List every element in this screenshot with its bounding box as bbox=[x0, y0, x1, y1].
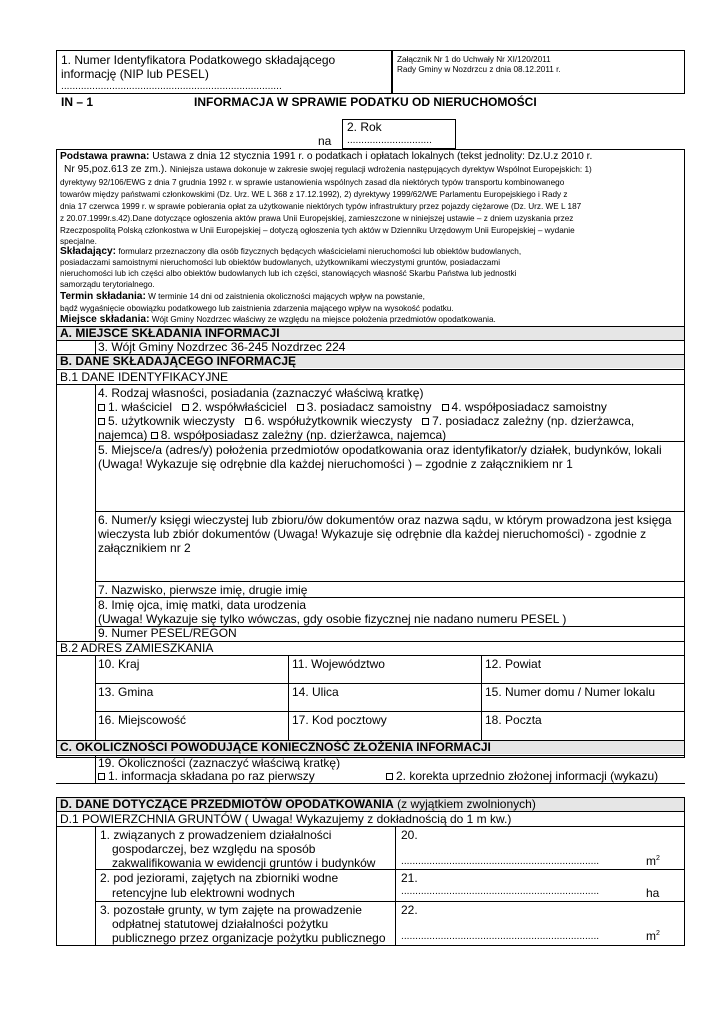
deadline-label: Termin składania: bbox=[60, 291, 146, 302]
checkbox-icon[interactable] bbox=[182, 404, 189, 411]
option-co-owner[interactable]: 2. współwłaściciel bbox=[182, 400, 287, 414]
legal-basis-label: Podstawa prawna: bbox=[60, 151, 150, 162]
filer-label: Składający: bbox=[60, 246, 117, 257]
d1-row2-line1: 2. pod jeziorami, zajętych na zbiorniki wodne bbox=[100, 871, 339, 885]
legal-basis-small-3: towarów między państwami członkowskimi (Dz. Urz. WE L 368 z 17.12.1992), 2) dyrektywy 1999/62/WE Parlamentu Europejskiego i Rady z bbox=[60, 190, 568, 199]
section-d-title: D. DANE DOTYCZĄCE PRZEDMIOTÓW OPODATKOWANIA (z wyjątkiem zwolnionych) bbox=[60, 797, 536, 811]
field-20-number: 20. bbox=[401, 828, 418, 842]
checkbox-icon[interactable] bbox=[98, 404, 105, 411]
field-11-voivodeship[interactable]: 11. Województwo bbox=[292, 657, 385, 671]
field-21-input[interactable]: ...................................................................... bbox=[401, 886, 600, 897]
field-6-line3: załącznikiem nr 2 bbox=[98, 541, 191, 555]
year-prefix: na bbox=[318, 134, 332, 148]
legal-basis-cont: Nr 95,poz.613 ze zm.). Niniejsza ustawa dokonuje w zakresie swojej regulacji wdrożenia następujących dyrektyw Wspólnot Europejskich: 1) bbox=[64, 164, 592, 175]
checkbox-icon[interactable] bbox=[151, 432, 158, 439]
option-co-dependent-holder[interactable]: 8. współposiadasz zależny (np. dzierżawca, najemca) bbox=[151, 428, 446, 442]
option-co-perpetual-user[interactable]: 6. współużytkownik wieczysty bbox=[245, 414, 412, 428]
checkbox-icon[interactable] bbox=[442, 404, 449, 411]
option-co-independent-holder[interactable]: 4. współposiadacz samoistny bbox=[442, 400, 607, 414]
d1-row1-line3: zakwalifikowania w ewidencji gruntów i budynków bbox=[112, 856, 376, 870]
legal-basis-small-4: dnia 17 czerwca 1999 r. w sprawie pobierania opłat za użytkowanie niektórych typów infrastruktury przez pojazdy ciężarowe (Dz. Urz. WE L 187 bbox=[60, 202, 582, 211]
field-20-unit: $m^2$ bbox=[646, 854, 660, 868]
field-22-input[interactable]: ...................................................................... bbox=[401, 931, 600, 942]
section-d-note: (z wyjątkiem zwolnionych) bbox=[397, 797, 536, 811]
option-independent-holder[interactable]: 3. posiadacz samoistny bbox=[297, 400, 432, 414]
place-label: Miejsce składania: bbox=[60, 314, 150, 325]
field-6-line1: 6. Numer/y księgi wieczystej lub zbioru/ów dokumentów oraz nazwa sądu, w którym prowadzona jest księga bbox=[98, 513, 672, 527]
field-15-house-number[interactable]: 15. Numer domu / Numer lokalu bbox=[485, 685, 656, 699]
legal-basis-small-1: Niniejsza ustawa dokonuje w zakresie swojej regulacji wdrożenia następujących dyrektyw Wspólnot Europejskich: 1) bbox=[169, 165, 592, 174]
section-b-title: B. DANE SKŁADAJĄCEGO INFORMACJĘ bbox=[60, 354, 297, 368]
field-9-label[interactable]: 9. Numer PESEL/REGON bbox=[98, 626, 237, 640]
option-first-submission[interactable]: 1. informacja składana po raz pierwszy bbox=[98, 769, 315, 783]
field-3-tax-office: 3. Wójt Gminy Nozdrzec 36-245 Nozdrzec 224 bbox=[98, 340, 346, 354]
field-16-town[interactable]: 16. Miejscowość bbox=[98, 713, 187, 727]
field-5-input[interactable] bbox=[96, 472, 684, 510]
field-17-postal-code[interactable]: 17. Kod pocztowy bbox=[292, 713, 387, 727]
year-dots[interactable]: .............................. bbox=[347, 135, 432, 146]
field-22-unit: $m^2$ bbox=[646, 929, 660, 943]
option-perpetual-user[interactable]: 5. użytkownik wieczysty bbox=[98, 414, 235, 428]
field-18-post-office[interactable]: 18. Poczta bbox=[485, 713, 542, 727]
deadline-info: Termin składania: W terminie 14 dni od zaistnienia okoliczności mających wpływ na powstanie, bbox=[60, 291, 425, 302]
nip-dots[interactable]: .............................................................................. bbox=[61, 81, 282, 92]
field-6-input[interactable] bbox=[96, 556, 684, 580]
d1-row3-line3: publicznego przez organizacje pożytku publicznego bbox=[112, 931, 386, 945]
b1-title: B.1 DANE IDENTYFIKACYJNE bbox=[60, 370, 229, 384]
option-correction[interactable]: 2. korekta uprzednio złożonej informacji (wykazu) bbox=[386, 769, 658, 783]
checkbox-icon[interactable] bbox=[245, 418, 252, 425]
field-19-label: 19. Okoliczności (zaznaczyć właściwą kratkę) bbox=[98, 756, 341, 770]
field-4-label: 4. Rodzaj własności, posiadania (zaznaczyć właściwą kratkę) bbox=[98, 386, 424, 400]
filer-line3: nieruchomości lub ich części albo obiektów budowlanych lub ich części, stanowiących własność Skarbu Państwa lub jednostki bbox=[60, 269, 517, 278]
checkbox-icon[interactable] bbox=[297, 404, 304, 411]
field-5-line1: 5. Miejsce/a (adres/y) położenia przedmiotów opodatkowania oraz identyfikator/y działek, budynków, lokali bbox=[98, 443, 662, 457]
form-code: IN – 1 bbox=[61, 95, 94, 109]
legal-basis-small-5: z 20.07.1999r.s.42).Dane dotyczące ogłoszenia aktów prawa Unii Europejskiej, zamieszczone w niniejszej ustawie – z dniem uzyskania przez bbox=[60, 214, 574, 223]
field-10-country[interactable]: 10. Kraj bbox=[98, 657, 140, 671]
filer-line4: samorządu terytorialnego. bbox=[60, 280, 155, 289]
field-4-options-row1 bbox=[98, 400, 607, 414]
field-21-number: 21. bbox=[401, 871, 418, 885]
field-13-commune[interactable]: 13. Gmina bbox=[98, 685, 154, 699]
legal-basis-small-7: specjalne. bbox=[60, 237, 97, 246]
filer-line2: posiadaczami samoistnymi nieruchomości lub obiektów budowlanych, użytkownikami wieczystymi gruntów, posiadaczami bbox=[60, 258, 501, 267]
field-6-line2: wieczysta lub zbiór dokumentów (Uwaga! Wykazuje się odrębnie dla każdej nieruchomości) - zgodnie z bbox=[98, 527, 647, 541]
checkbox-icon[interactable] bbox=[98, 418, 105, 425]
field-8-label[interactable]: 8. Imię ojca, imię matki, data urodzenia bbox=[98, 598, 307, 612]
section-a-title: A. MIEJSCE SKŁADANIA INFORMACJI bbox=[60, 326, 280, 340]
checkbox-icon[interactable] bbox=[386, 773, 393, 780]
field-20-input[interactable]: ...................................................................... bbox=[401, 856, 600, 867]
checkbox-icon[interactable] bbox=[422, 418, 429, 425]
form-title: INFORMACJA W SPRAWIE PODATKU OD NIERUCHOMOŚCI bbox=[194, 95, 537, 109]
annex-line1: Załącznik Nr 1 do Uchwały Nr XI/120/2011 bbox=[397, 55, 551, 64]
field-8-note: (Uwaga! Wykazuje się tylko wówczas, gdy osobie fizycznej nie nadano numeru PESEL ) bbox=[98, 612, 567, 626]
nip-label-line2: informację (NIP lub PESEL) bbox=[61, 67, 209, 81]
field-4-options-row3: najemca) 8. współposiadasz zależny (np. dzierżawca, najemca) bbox=[98, 428, 447, 442]
field-5-line2: (Uwaga! Wykazuje się odrębnie dla każdej nieruchomości ) – zgodnie z załącznikiem nr 1 bbox=[98, 457, 573, 471]
option-dependent-holder[interactable]: 7. posiadacz zależny (np. dzierżawca, bbox=[422, 414, 634, 428]
filer-info: Składający: formularz przeznaczony dla osób fizycznych będących właścicielami nieruchomości lub obiektów budowlanych, bbox=[60, 246, 522, 257]
d1-row2-line2: retencyjne lub elektrowni wodnych bbox=[112, 886, 295, 900]
d1-row1-line2: gospodarczej, bez względu na sposób bbox=[112, 842, 316, 856]
field-7-label[interactable]: 7. Nazwisko, pierwsze imię, drugie imię bbox=[98, 583, 308, 597]
annex-line2: Rady Gminy w Nozdrzcu z dnia 08.12.2011 r. bbox=[397, 65, 561, 74]
field-14-street[interactable]: 14. Ulica bbox=[292, 685, 339, 699]
b2-title: B.2 ADRES ZAMIESZKANIA bbox=[60, 641, 214, 655]
d1-title: D.1 POWIERZCHNIA GRUNTÓW ( Uwaga! Wykazujemy z dokładnością do 1 m kw.) bbox=[60, 812, 512, 826]
field-21-unit: ha bbox=[646, 886, 660, 900]
place-info: Miejsce składania: Wójt Gminy Nozdrzec właściwy ze względu na miejsce położenia przedmiotów opodatkowania. bbox=[60, 314, 496, 325]
nip-label-line1: 1. Numer Identyfikatora Podatkowego składającego bbox=[61, 53, 336, 67]
d1-row1-line1: 1. związanych z prowadzeniem działalności bbox=[100, 828, 332, 842]
d1-row3-line2: odpłatnej statutowej działalności pożytku bbox=[112, 917, 329, 931]
field-4-options-row2 bbox=[98, 414, 634, 428]
checkbox-icon[interactable] bbox=[98, 773, 105, 780]
option-owner[interactable]: 1. właściciel bbox=[98, 400, 172, 414]
year-label: 2. Rok bbox=[347, 120, 382, 134]
field-22-number: 22. bbox=[401, 903, 418, 917]
legal-basis-text: Ustawa z dnia 12 stycznia 1991 r. o podatkach i opłatach lokalnych (tekst jednolity: Dz.U.z 2010 r. bbox=[152, 151, 593, 162]
deadline-line2: bądź wygaśnięcie obowiązku podatkowego lub zaistnienia zdarzenia mającego wpływ na wysokość podatku. bbox=[60, 304, 454, 313]
legal-basis-small-2: dyrektywy 92/106/EWG z dnia 7 grudnia 1992 r. w sprawie ustanowienia wspólnych zasad dla niektórych typów transportu kombinowanego bbox=[60, 178, 565, 187]
section-c-title: C. OKOLICZNOŚCI POWODUJĄCE KONIECZNOŚĆ ZŁOŻENIA INFORMACJI bbox=[60, 740, 491, 754]
legal-basis-small-6: Rzeczpospolitą Polską członkostwa w Unii Europejskiej – dotyczą ogłoszenia tych aktów w Dzienniku Urzędowym Unii Europejskiej – wydanie bbox=[60, 226, 575, 235]
legal-basis bbox=[60, 151, 592, 162]
d1-row3-line1: 3. pozostałe grunty, w tym zajęte na prowadzenie bbox=[100, 903, 362, 917]
field-12-county[interactable]: 12. Powiat bbox=[485, 657, 542, 671]
